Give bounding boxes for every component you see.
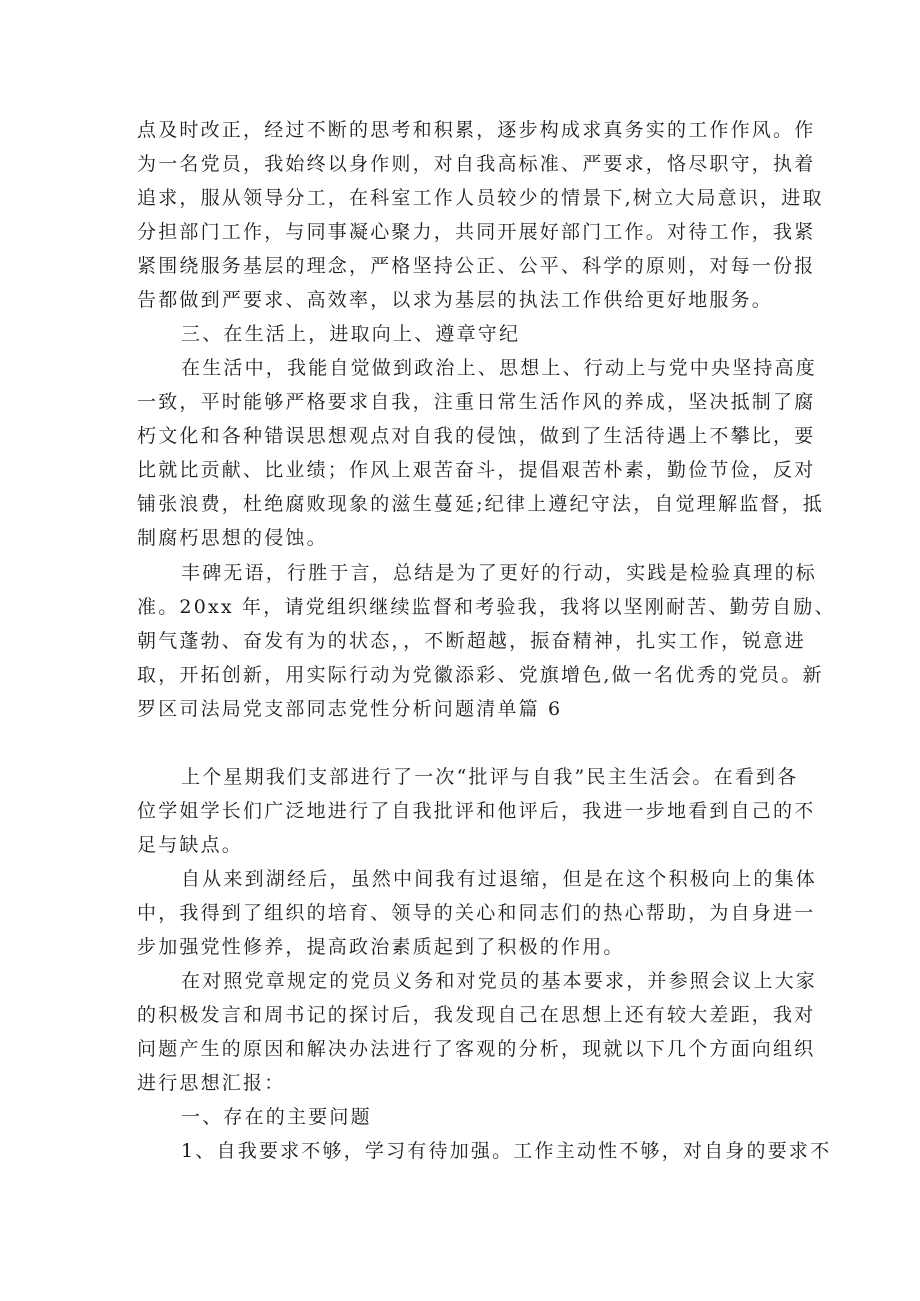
text-line: 告都做到严要求、高效率，以求为基层的执法工作供给更好地服务。 bbox=[137, 289, 774, 311]
text-line: 朝气蓬勃、奋发有为的状态，，不断超越，振奋精神，扎实工作，锐意进 bbox=[137, 630, 806, 652]
text-line: 1、自我要求不够，学习有待加强。工作主动性不够，对自身的要求不 bbox=[181, 1140, 832, 1162]
text-line: 准。20xx 年，请党组织继续监督和考验我，我将以坚刚耐苦、勤劳自励、 bbox=[137, 596, 836, 618]
section-heading: 三、在生活上，进取向上、遵章守纪 bbox=[181, 323, 521, 345]
text-line: 步加强党性修养，提高政治素质起到了积极的作用。 bbox=[137, 936, 625, 958]
text-line: 紧围绕服务基层的理念，严格坚持公正、公平、科学的原则，对每一份报 bbox=[137, 255, 816, 277]
text-line: 追求，服从领导分工，在科室工作人员较少的情景下,树立大局意识，进取 bbox=[137, 187, 824, 209]
text-line: 取，开拓创新，用实际行动为党徽添彩、党旗增色,做一名优秀的党员。新 bbox=[137, 664, 824, 686]
text-line: 在对照党章规定的党员义务和对党员的基本要求，并参照会议上大家 bbox=[181, 970, 818, 992]
text-line: 问题产生的原因和解决办法进行了客观的分析，现就以下几个方面向组织 bbox=[137, 1038, 816, 1060]
text-line: 丰碑无语，行胜于言，总结是为了更好的行动，实践是检验真理的标 bbox=[181, 562, 818, 584]
article-title: 罗区司法局党支部同志党性分析问题清单篇 6 bbox=[137, 698, 563, 720]
text-line: 上个星期我们支部进行了一次“批评与自我”民主生活会。在看到各 bbox=[181, 766, 799, 788]
text-line: 制腐朽思想的侵蚀。 bbox=[137, 527, 328, 549]
text-line: 一致，平时能够严格要求自我，注重日常生活作风的养成，坚决抵制了腐 bbox=[137, 391, 816, 413]
text-line: 足与缺点。 bbox=[137, 834, 244, 856]
text-line: 中，我得到了组织的培育、领导的关心和同志们的热心帮助，为自身进一 bbox=[137, 902, 816, 924]
text-line: 比就比贡献、比业绩；作风上艰苦奋斗，提倡艰苦朴素，勤俭节俭，反对 bbox=[137, 459, 816, 481]
text-line: 点及时改正，经过不断的思考和积累，逐步构成求真务实的工作作风。作 bbox=[137, 119, 816, 141]
text-line: 自从来到湖经后，虽然中间我有过退缩，但是在这个积极向上的集体 bbox=[181, 868, 818, 890]
text-line: 在生活中，我能自觉做到政治上、思想上、行动上与党中央坚持高度 bbox=[181, 357, 818, 379]
text-line: 为一名党员，我始终以身作则，对自我高标准、严要求，恪尽职守，执着 bbox=[137, 153, 816, 175]
section-heading: 一、存在的主要问题 bbox=[181, 1106, 372, 1128]
text-line: 位学姐学长们广泛地进行了自我批评和他评后，我进一步地看到自己的不 bbox=[137, 800, 816, 822]
text-line: 铺张浪费，杜绝腐败现象的滋生蔓延;纪律上遵纪守法，自觉理解监督，抵 bbox=[137, 493, 825, 515]
text-line: 朽文化和各种错误思想观点对自我的侵蚀，做到了生活待遇上不攀比，要 bbox=[137, 425, 816, 447]
text-line: 的积极发言和周书记的探讨后，我发现自己在思想上还有较大差距，我对 bbox=[137, 1004, 816, 1026]
text-line: 分担部门工作，与同事凝心聚力，共同开展好部门工作。对待工作，我紧 bbox=[137, 221, 816, 243]
text-line: 进行思想汇报： bbox=[137, 1072, 286, 1094]
